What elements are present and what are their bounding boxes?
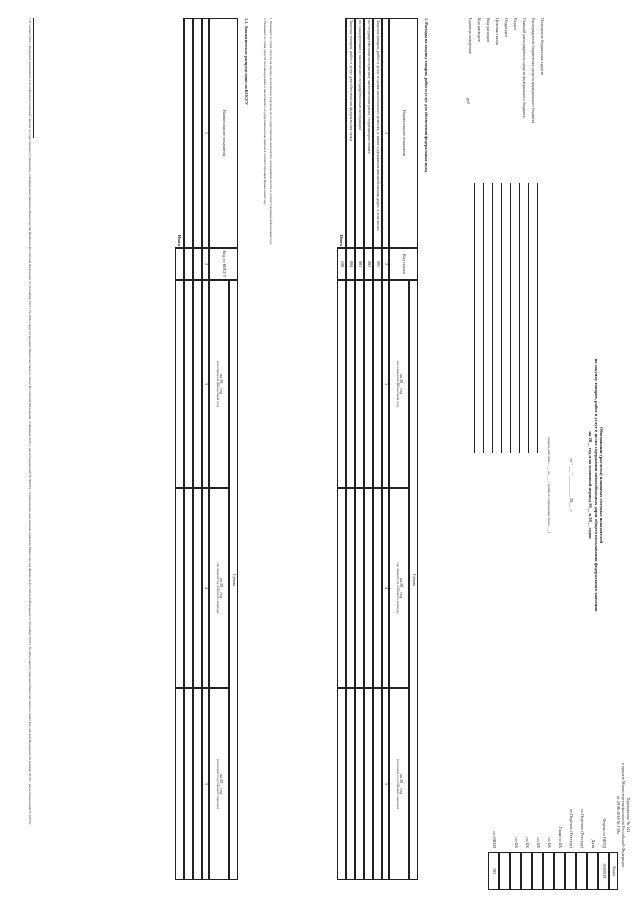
col-number: 3 [382,280,389,488]
header-fields [464,18,544,458]
bottom-footnote: 1 В соответствии с Порядком применения классификации операций сектора государственного управления, утвержденным приказом Министерства финансов Российской Федерации от 29 ноября 2017 г. № 209н (зарегистрирован Министерством юстиции Российской Федерации 12 февраля 2018 г., регистрационный № 50003), с изменениями, внесенными приказом Министерства финансов Российской Федерации от 30 ноября 2018 г. № 245н (зарегистрирован Министерством юстиции Российской Федерации 28 декабря 2018 г., регистрационный № 53272). [28,18,32,826]
section1-footnotes [262,18,272,618]
field-label: Получатель бюджетных средств [540,18,545,76]
col-header-y2-sub: (на первый год планового периода) [395,562,400,614]
title-line1: Обоснование (расчеты) плановых сметных показателей [599,426,604,544]
codes-row-label: Глава по БК [558,826,563,848]
table-row-value[interactable] [355,688,364,880]
codes-header: Коды [609,852,618,890]
codes-row-value [543,852,554,890]
col-header-sum: Сумма [229,280,238,880]
field-input-line[interactable] [483,183,484,453]
col-header-y2 [209,488,229,688]
col-number: 2 [202,248,209,280]
total-code: 100 [337,248,346,280]
table-row-value[interactable] [355,488,364,688]
codes-row-value [532,852,543,890]
table-row-code [184,248,193,280]
table-row-name: Закупка товаров, работ и услуг в целях капитального ремонта, а также содержания автомобильных дорог, в том числе: [373,18,382,248]
field-label: Вид расходов [486,18,491,43]
codes-row-label: по ОКЕИ [492,831,497,848]
table-row-value[interactable] [364,280,373,488]
appendix-line3: от 29.06.2018 № 139н [616,795,622,835]
codes-row-label: Дата [591,839,596,848]
field-input-line[interactable] [492,183,493,453]
table-row-value[interactable] [364,488,373,688]
total-value[interactable] [337,688,346,880]
table-row-value[interactable] [193,688,202,880]
total-code [175,248,184,280]
footnote-2: 2 Указывается сумма средств по планируемым к заключению государственным контрактам в соответствующем финансовом году. [263,18,268,206]
field-input-line[interactable] [474,183,475,453]
col-header-y1-year: на 20__ год [399,373,405,395]
field-label: Главный распорядитель средств федерального бюджета [522,18,527,118]
table-row-value[interactable] [373,488,382,688]
col-header-y2-sub: (на первый год планового периода) [215,562,220,614]
document-title [588,320,604,650]
table-row-value[interactable] [193,488,202,688]
table-row-value[interactable] [355,280,364,488]
col-header-name: Наименование показателя [389,18,418,248]
field-label: Код расходов [477,18,482,42]
col-number: 5 [202,688,209,880]
table-row-name: по планируемым к заключению государственным контрактам [355,18,364,248]
unit-value: руб [466,98,471,105]
codes-row-value: 383 [488,852,499,890]
col-header-code: Код строки [389,248,418,280]
codes-row-value [587,852,598,890]
title-line3: на 20__ год и на плановый период 20__ и 20__ годов [588,431,594,539]
col-header-y3-year: на 20__ год [399,773,405,795]
table-row-name [193,18,202,248]
table-row-code: 001 [373,248,382,280]
total-value[interactable] [175,688,184,880]
codes-row-label: Форма по ОКУД [602,818,607,848]
col-header-y3 [209,688,229,880]
col-header-y2-year: на 20__ год [399,577,405,599]
col-number: 4 [202,488,209,688]
codes-row-label: по БК [525,837,530,848]
table-row-code: 004 [346,248,355,280]
total-label: Итого [337,18,346,248]
section11-table [158,18,238,880]
col-number: 4 [382,488,389,688]
codes-row-value [499,852,510,890]
appendix-line1: Приложение № 141 [626,797,631,833]
appendix-line2: к приказу Министерства финансов Российской Федерации [621,762,627,868]
col-header-name: Наименование показателя [209,18,238,248]
table-row-value[interactable] [346,488,355,688]
codes-row-label: по БК [547,837,552,848]
field-label: Подраздел [504,18,509,37]
col-number: 1 [382,18,389,248]
date-note: (период действия с ___ по ___ с момента утверждения сметы ___) [547,437,551,533]
field-input-line[interactable] [510,183,511,453]
col-header-y1-sub: (на очередной финансовый год) [395,361,400,407]
field-input-line[interactable] [501,183,502,453]
codes-row-label: по БК [514,837,519,848]
section11-heading: 1.1. Аналитическое распределение по КОСГУ [244,18,249,105]
table-row-value[interactable] [364,688,373,880]
footnote-1: 1 Указывается сумма средств на закупку, включенных в расходы по государственным контрактам, подлежащим оплате в соответствующем финансовом году. [269,18,273,245]
footnote-divider [33,18,34,138]
codes-row-label: по Перечню (Реестру) [569,808,574,848]
col-number: 1 [202,18,209,248]
table-row-name [184,18,193,248]
col-header-y1-sub: (на очередной финансовый год) [215,361,220,407]
codes-row-value [565,852,576,890]
col-header-y3-sub: (на второй год планового периода) [395,759,400,809]
date-line: от " ___ " __________ 20___ г. [569,458,574,512]
total-value[interactable] [175,488,184,688]
codes-row-value [521,852,532,890]
codes-row-value: 0505919 [598,852,609,890]
table-row-code: 002 [364,248,373,280]
codes-row-value [510,852,521,890]
field-label: Единица измерения: [468,18,473,55]
field-label: Раздел [513,18,518,30]
codes-row-label: по БК [536,837,541,848]
table-row-value[interactable] [184,688,193,880]
total-label: Итого [175,18,184,248]
col-number: 5 [382,688,389,880]
table-row-value[interactable] [184,280,193,488]
section1-table [258,18,418,880]
col-header-y1-year: на 20__ год [219,373,225,395]
table-row-value[interactable] [373,280,382,488]
col-header-y3 [389,688,409,880]
col-header-y2 [389,488,409,688]
table-row-value[interactable] [373,688,382,880]
total-value[interactable] [337,280,346,488]
title-line2: на закупку товаров, работ и услуг в целях содержания автомобильных дорог общего пользования федерального значения [593,358,599,612]
col-number: 2 [382,248,389,280]
table-row-code: 003 [355,248,364,280]
field-input-line[interactable] [528,183,529,453]
col-header-sum: Сумма [409,280,418,880]
table-row-name: по государственным контрактам, заключенным ранее, подлежащим оплате [364,18,373,248]
col-header-code: Код по КОСГУ [209,248,238,280]
codes-row-value [576,852,587,890]
table-row-code [193,248,202,280]
col-header-y3-sub: (на второй год планового периода) [215,759,220,809]
total-value[interactable] [337,488,346,688]
codes-row-value [554,852,565,890]
table-row-value[interactable] [346,280,355,488]
codes-block [478,712,618,890]
col-header-y2-year: на 20__ год [219,577,225,599]
field-input-line[interactable] [519,183,520,453]
field-label: Распорядитель бюджетных средств федерального бюджета [531,18,536,124]
col-header-y1 [389,280,409,488]
codes-row-label: по Перечню (Реестру) [580,808,585,848]
table-row-value[interactable] [193,280,202,488]
col-header-y1 [209,280,229,488]
col-header-y3-year: на 20__ год [219,773,225,795]
table-row-name: Закупка товаров, работ и услуг для обеспечения федеральных нужд [346,18,355,248]
col-number: 3 [202,280,209,488]
section1-heading: 1. Расходы на закупку товаров, работ и услуг для обеспечения федеральных нужд [424,18,429,173]
table-row-value[interactable] [346,688,355,880]
total-value[interactable] [175,280,184,488]
table-row-value[interactable] [184,488,193,688]
field-input-line[interactable] [537,183,538,453]
field-label: Целевая статья [495,18,500,45]
